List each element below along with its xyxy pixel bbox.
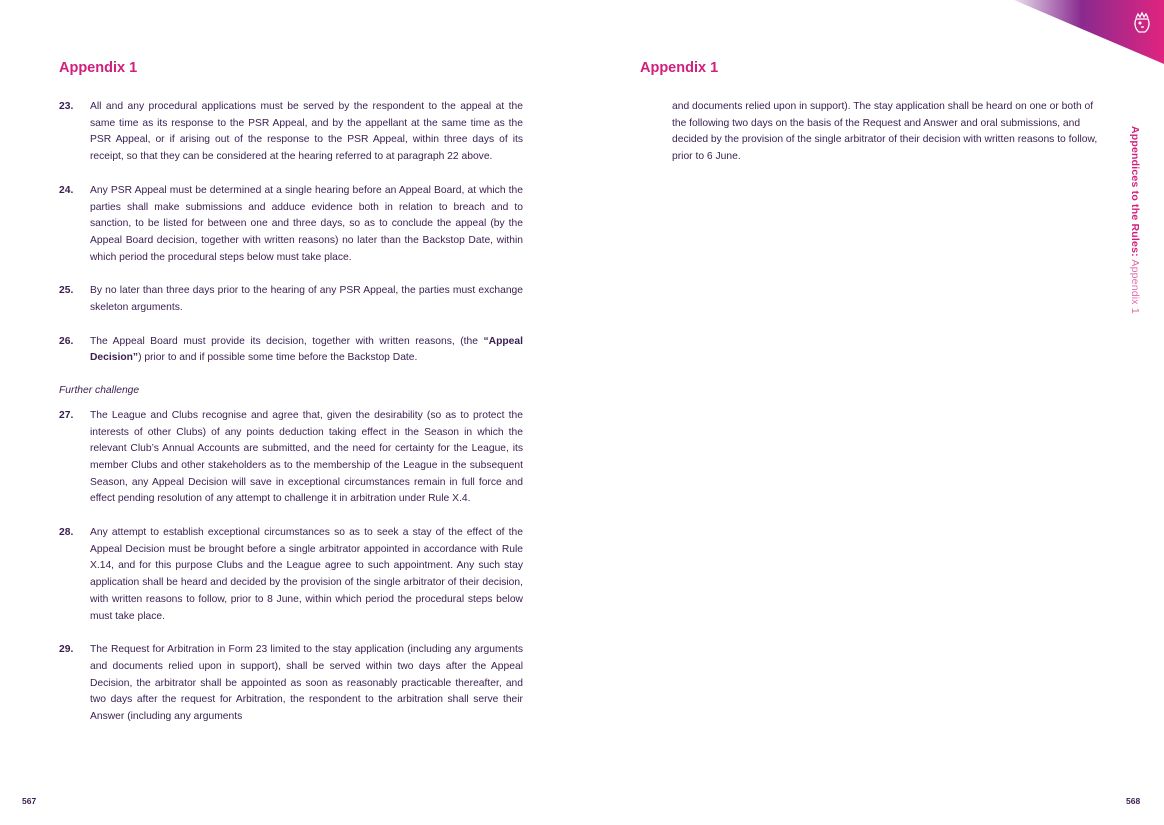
paragraph-number: 29.	[59, 644, 74, 656]
paragraph-28	[59, 525, 523, 625]
right-column	[672, 99, 1107, 166]
defined-term: “Appeal Decision”	[90, 335, 523, 364]
paragraph-text: All and any procedural applications must be served by the respondent to the appeal at the same time as its response to the PSR Appeal, and by the appellant at the same time as the PSR Appeal, or if arising out of the response to the PSR Appeal, within three days of its receipt, so that they can be considered at the hearing referred to at paragraph 22 above.	[90, 101, 523, 163]
paragraph-29	[59, 642, 523, 726]
paragraph-number: 26.	[59, 335, 74, 347]
side-tab-bold: Appendices to the Rules:	[1129, 126, 1141, 257]
page-title-right: Appendix 1	[640, 60, 719, 76]
page-number-right: 568	[1126, 796, 1141, 806]
paragraph-number: 25.	[59, 285, 74, 297]
text-before: The Appeal Board must provide its decision, together with written reasons, (the	[90, 335, 484, 347]
text-after: ) prior to and if possible some time before the Backstop Date.	[138, 352, 418, 364]
page-number-left: 567	[22, 796, 37, 806]
paragraph-text: Any PSR Appeal must be determined at a single hearing before an Appeal Board, at which the parties shall make submissions and adduce evidence both in relation to breach and to sanction, to be listed for between one and three days, so as to conclude the appeal (by the Appeal Board decision, together with written reasons) no later than the Backstop Date, within which period the procedural steps below must take place.	[90, 184, 523, 263]
paragraph-text: Any attempt to establish exceptional circumstances so as to seek a stay of the effect of the Appeal Decision must be brought before a single arbitrator appointed in accordance with Rule X.14, and for this purpose Clubs and the League agree to such appointment. Any such stay application shall be heard and decided by the provision of the single arbitrator of their decision, with written reasons to follow, prior to 8 June, within which period the procedural steps below must take place.	[90, 527, 523, 622]
subheading-further-challenge: Further challenge	[59, 385, 140, 397]
paragraph-text: The League and Clubs recognise and agree that, given the desirability (so as to protect the interests of other Clubs) of any points deduction taking effect in the Season in which the relevant Club’s Annual Accounts are submitted, and the need for certainty for the League, its member Clubs and other stakeholders as to the membership of the League in the subsequent Season, any Appeal Decision will save in exceptional circumstances remain in full force and effect pending resolution of any attempt to challenge it in arbitration under Rule X.4.	[90, 409, 523, 505]
paragraph-number: 24.	[59, 184, 74, 196]
paragraph-26	[59, 334, 523, 367]
left-column	[59, 99, 523, 743]
paragraph-23	[59, 99, 523, 166]
paragraph-number: 27.	[59, 409, 74, 421]
paragraph-text	[90, 334, 523, 367]
paragraph-29-continuation: and documents relied upon in support). The stay application shall be heard on one or both of the following two days on the basis of the Request and Answer and oral submissions, and decided by the provision of the single arbitrator of their decision with written reasons to follow, prior to 6 June.	[672, 101, 1098, 163]
corner-banner	[1014, 0, 1164, 70]
paragraph-number: 28.	[59, 527, 74, 539]
page-title-left: Appendix 1	[59, 60, 138, 76]
paragraph-27	[59, 408, 523, 508]
paragraph-text: By no later than three days prior to the hearing of any PSR Appeal, the parties must exchange skeleton arguments.	[90, 285, 523, 314]
paragraph-24	[59, 183, 523, 267]
side-tab-light: Appendix 1	[1129, 256, 1141, 314]
section-side-tab	[1129, 126, 1141, 314]
paragraph-text: The Request for Arbitration in Form 23 limited to the stay application (including any arguments and documents relied upon in support), shall be served within two days after the Appeal Decision, the arbitrator shall be appointed as soon as reasonably practicable thereafter, and two days after the request for Arbitration, the respondent to the arbitration shall serve their Answer (including any arguments	[90, 644, 523, 723]
paragraph-25	[59, 283, 523, 316]
paragraph-number: 23.	[59, 101, 74, 112]
